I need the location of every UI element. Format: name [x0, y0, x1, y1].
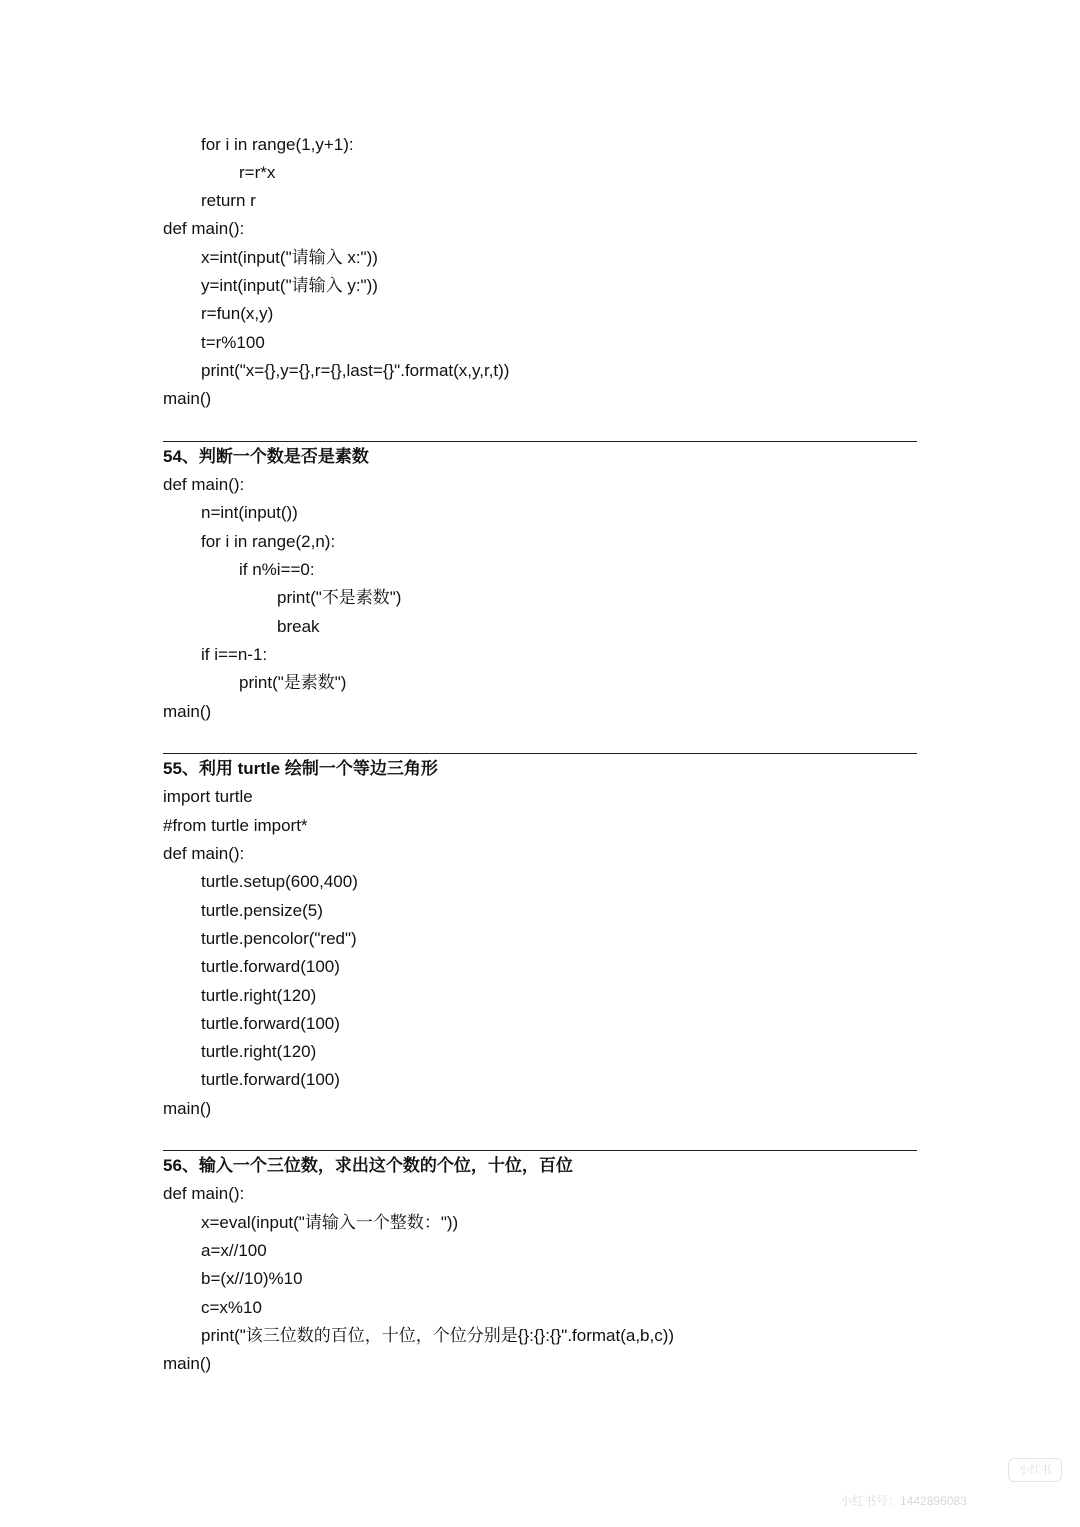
code-line: for i in range(1,y+1):: [201, 135, 354, 154]
code-line: def main():: [163, 844, 245, 863]
code-line: break: [277, 617, 320, 636]
code-line: main(): [163, 702, 212, 721]
code-line: main(): [163, 1099, 212, 1118]
code-line: c=x%10: [201, 1298, 262, 1317]
code-line: if i==n-1:: [201, 645, 268, 664]
section-title: 54、判断一个数是否是素数: [163, 447, 369, 466]
code-line: def main():: [163, 1184, 245, 1203]
code-line: main(): [163, 1354, 212, 1373]
code-line: y=int(input("请输入 y:")): [201, 276, 378, 295]
section-title: 55、利用 turtle 绘制一个等边三角形: [163, 759, 438, 778]
code-line: turtle.right(120): [201, 986, 317, 1005]
section-title: 56、输入一个三位数，求出这个数的个位，十位，百位: [163, 1156, 573, 1175]
code-line: def main():: [163, 475, 245, 494]
code-line: r=r*x: [239, 163, 276, 182]
code-line: #from turtle import*: [163, 816, 308, 835]
code-line: if n%i==0:: [239, 560, 315, 579]
code-line: return r: [201, 191, 256, 210]
code-line: turtle.pensize(5): [201, 901, 323, 920]
watermark-text: 小红书号：1442896083: [840, 1494, 967, 1508]
code-line: import turtle: [163, 787, 253, 806]
code-line: main(): [163, 389, 212, 408]
code-line: n=int(input()): [201, 503, 298, 522]
watermark-logo: 小红书: [1008, 1458, 1062, 1482]
code-line: turtle.right(120): [201, 1042, 317, 1061]
code-line: def main():: [163, 219, 245, 238]
code-line: print("x={},y={},r={},last={}".format(x,y,r,t)): [201, 361, 510, 380]
code-line: for i in range(2,n):: [201, 532, 336, 551]
code-line: turtle.forward(100): [201, 1070, 340, 1089]
code-line: print("是素数"): [239, 673, 347, 692]
code-line: turtle.forward(100): [201, 957, 340, 976]
section-divider: [163, 1150, 917, 1151]
code-line: r=fun(x,y): [201, 304, 274, 323]
section-divider: [163, 441, 917, 442]
section-divider: [163, 753, 917, 754]
code-line: t=r%100: [201, 333, 265, 352]
code-line: print("该三位数的百位，十位，个位分别是{}:{}:{}".format(a,b,c)): [201, 1326, 675, 1345]
code-line: turtle.pencolor("red"): [201, 929, 357, 948]
code-line: print("不是素数"): [277, 588, 402, 607]
code-line: b=(x//10)%10: [201, 1269, 303, 1288]
code-line: x=eval(input("请输入一个整数：")): [201, 1213, 459, 1232]
code-line: turtle.setup(600,400): [201, 872, 358, 891]
code-line: a=x//100: [201, 1241, 267, 1260]
code-line: turtle.forward(100): [201, 1014, 340, 1033]
code-line: x=int(input("请输入 x:")): [201, 248, 378, 267]
